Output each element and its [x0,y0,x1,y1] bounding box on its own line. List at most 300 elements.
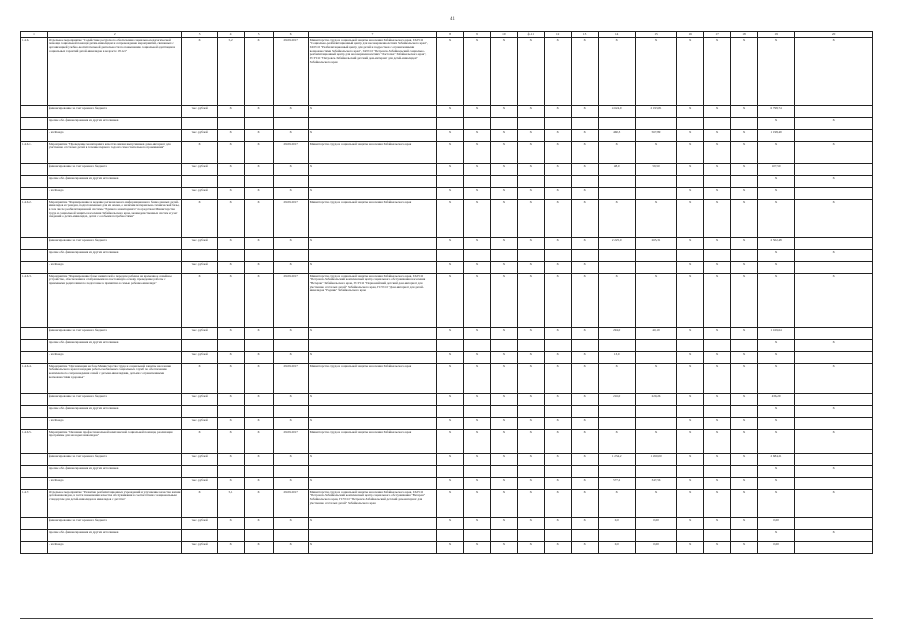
table-cell: Х [182,364,217,394]
table-cell: Х [677,394,704,406]
table-cell [182,530,217,542]
table-cell: Х [490,106,517,118]
table-cell [598,118,635,130]
table-row [21,466,873,478]
table-cell: Х [677,542,704,554]
program-table-sheet [20,31,873,554]
table-cell: Х [704,490,731,518]
table-cell [571,176,598,188]
table-cell: Х [677,188,704,200]
table-cell [731,530,758,542]
table-cell [598,250,635,262]
table-cell: Х [308,130,436,142]
table-cell: Х [677,418,704,430]
table-cell: Х [490,394,517,406]
table-cell [544,250,571,262]
table-row [21,406,873,418]
table-cell: Х [437,130,464,142]
table-cell [437,530,464,542]
table-cell: Х [571,142,598,164]
table-cell [571,340,598,352]
table-cell [795,394,873,406]
table-cell [490,118,517,130]
table-cell [517,340,544,352]
table-cell: 294,0 [598,328,635,340]
table-cell: Х [273,188,308,200]
table-cell [490,176,517,188]
column-number-cell: 7 [308,32,436,38]
table-cell: Х [437,394,464,406]
table-cell: Х [244,262,273,274]
table-cell: 220,26 [635,394,676,406]
table-cell [677,176,704,188]
table-cell: 2 193,81 [635,106,676,118]
table-cell [273,250,308,262]
table-cell [598,340,635,352]
table-cell: Х [244,142,273,164]
column-number-cell: ф.11 [517,32,544,38]
table-cell: 6 798,74 [757,106,794,118]
table-cell: Х [544,430,571,454]
table-cell: Х [217,454,244,466]
table-cell: Х [571,38,598,106]
table-cell [571,250,598,262]
table-cell [490,340,517,352]
table-cell: Х [704,38,731,106]
table-cell: Х [490,430,517,454]
table-cell: Х [757,142,794,164]
table-cell: Х [437,478,464,490]
table-cell: Х [437,200,464,238]
table-cell: Х [635,364,676,394]
table-cell: Х [635,274,676,328]
table-cell: 29.09.2017 [273,430,308,454]
table-cell [217,176,244,188]
table-cell: Х [182,430,217,454]
table-cell [731,406,758,418]
table-cell: Х [757,250,794,262]
table-cell: 48,0 [598,164,635,176]
row-name-cell: прочие обл. финансирования из других источников [47,250,182,262]
table-cell: 460,3 [598,130,635,142]
column-number-cell: 14 [598,32,635,38]
table-cell [571,466,598,478]
table-cell: Х [490,274,517,328]
table-row [21,328,873,340]
column-number-cell: 8 [437,32,464,38]
table-cell: Х [544,518,571,530]
table-cell: Х [731,454,758,466]
table-cell: 0,00 [757,542,794,554]
table-cell: Х [217,364,244,394]
table-cell [308,466,436,478]
table-cell: Х [571,478,598,490]
table-cell [731,176,758,188]
table-cell: 1 450,00 [635,454,676,466]
table-cell [795,478,873,490]
row-name-cell: - из Фонда [47,352,182,364]
row-name-cell: - из Фонда [47,542,182,554]
table-cell: Х [217,164,244,176]
table-cell [464,118,491,130]
table-cell: Х [598,38,635,106]
table-row [21,38,873,106]
table-cell: Х [731,130,758,142]
table-cell: Х [217,518,244,530]
table-cell [517,466,544,478]
table-cell: Х [795,142,873,164]
table-cell [244,176,273,188]
table-cell: Х [217,142,244,164]
column-number-cell: 10 [490,32,517,38]
row-name-cell: - из Фонда [47,418,182,430]
table-cell: Х [490,418,517,430]
table-cell: Х [795,340,873,352]
table-cell [635,352,676,364]
table-cell [244,530,273,542]
table-cell: Х [704,430,731,454]
column-number-cell: 13 [571,32,598,38]
table-cell: Х [677,454,704,466]
table-cell: Х [731,200,758,238]
row-name-cell: финансирование за счет краевого бюджета [47,328,182,340]
table-cell: Х [757,262,794,274]
table-row [21,430,873,454]
table-cell: Министерство труда и социальной защиты населения Забайкальского края [308,430,436,454]
table-cell [182,118,217,130]
table-cell: тыс. рублей [182,328,217,340]
table-cell [544,176,571,188]
table-cell: Х [677,352,704,364]
table-cell: Х [244,418,273,430]
table-cell: Х [273,164,308,176]
table-cell: Х [731,188,758,200]
row-name-cell: финансирование за счет краевого бюджета [47,518,182,530]
row-code-cell: 1.4.6. [21,38,48,106]
table-cell: Х [544,542,571,554]
table-cell: Х [517,394,544,406]
table-cell: Х [437,188,464,200]
table-cell: Х [571,490,598,518]
table-cell: Х [571,106,598,118]
table-cell [704,340,731,352]
table-cell: Х [795,176,873,188]
table-cell: Х [795,530,873,542]
table-cell [244,406,273,418]
table-cell: Х [464,454,491,466]
table-cell [731,250,758,262]
table-cell: Х [490,130,517,142]
table-cell [244,118,273,130]
table-cell: Х [795,274,873,328]
table-cell [731,466,758,478]
table-cell: Х [217,200,244,238]
table-cell: 265,31 [635,238,676,250]
table-cell: Х [571,542,598,554]
row-code-cell [21,406,48,418]
table-cell [635,250,676,262]
table-cell: Х [544,142,571,164]
row-name-cell: прочие обл. финансирования из других источников [47,466,182,478]
row-code-cell: 1.4.6.4. [21,364,48,394]
table-cell: Х [544,238,571,250]
table-cell: Х [544,38,571,106]
table-cell [544,466,571,478]
table-cell: 5,2 [217,38,244,106]
row-name-cell: финансирование за счет краевого бюджета [47,454,182,466]
table-cell: Х [244,238,273,250]
table-cell [635,418,676,430]
column-number-cell: 17 [704,32,731,38]
table-cell: Х [517,38,544,106]
table-cell: Х [544,130,571,142]
table-cell: Х [757,200,794,238]
table-cell [308,176,436,188]
table-cell: 29.09.2017 [273,274,308,328]
table-cell: 107,50 [757,164,794,176]
table-cell: Х [731,478,758,490]
table-row [21,142,873,164]
table-cell [517,176,544,188]
row-code-cell [21,518,48,530]
row-code-cell [21,106,48,118]
table-row [21,238,873,250]
row-code-cell [21,454,48,466]
table-cell: Х [464,274,491,328]
table-cell [598,466,635,478]
table-cell: 29.09.2017 [273,200,308,238]
table-cell: Х [490,490,517,518]
table-cell: Х [677,38,704,106]
table-row [21,274,873,328]
table-cell: Х [571,164,598,176]
table-cell: 0,0 [598,542,635,554]
table-cell [437,250,464,262]
table-row [21,518,873,530]
table-cell [795,518,873,530]
table-cell: Х [757,38,794,106]
table-cell: Х [464,106,491,118]
table-cell: Х [244,542,273,554]
table-cell: Х [308,418,436,430]
table-cell [544,340,571,352]
table-cell: Х [464,364,491,394]
table-cell: Х [517,542,544,554]
table-cell: Х [704,478,731,490]
table-cell: Х [217,238,244,250]
row-code-cell [21,164,48,176]
table-cell: Х [464,262,491,274]
table-cell: Х [464,490,491,518]
table-cell: Х [795,490,873,518]
table-cell: Х [217,542,244,554]
table-cell: Х [704,188,731,200]
table-cell: Х [795,200,873,238]
table-cell: Х [544,328,571,340]
table-cell: Х [598,430,635,454]
table-cell [464,466,491,478]
table-row [21,340,873,352]
row-code-cell [21,328,48,340]
table-cell: Х [464,328,491,340]
table-row [21,530,873,542]
table-cell: Х [704,394,731,406]
table-cell: Х [244,430,273,454]
table-cell: Х [273,542,308,554]
table-cell [677,530,704,542]
table-row [21,478,873,490]
table-cell: Х [544,418,571,430]
table-row [21,200,873,238]
table-cell: Х [517,352,544,364]
table-cell: Х [635,490,676,518]
table-cell [464,340,491,352]
table-cell: Х [273,418,308,430]
table-cell: Х [244,38,273,106]
table-cell: Х [704,364,731,394]
table-cell: Х [244,364,273,394]
table-cell: Х [490,38,517,106]
table-cell: Х [731,490,758,518]
row-code-cell [21,340,48,352]
table-cell [795,328,873,340]
row-name-cell: прочие обл. финансирования из других источников [47,340,182,352]
table-cell: тыс. рублей [182,394,217,406]
table-row [21,352,873,364]
table-cell [795,454,873,466]
table-cell: Х [517,238,544,250]
table-cell: Х [517,130,544,142]
column-number-cell: 19 [757,32,794,38]
table-cell: Х [464,188,491,200]
table-cell: Х [437,328,464,340]
table-cell: Х [490,328,517,340]
table-cell: Х [437,518,464,530]
table-cell: Х [244,394,273,406]
row-name-cell: Мероприятие "Оказание профессиональной комплексной социальной помощи, реализация программы для молодых инвалидов" [47,430,182,454]
column-number-cell: 18 [731,32,758,38]
table-cell: Х [544,364,571,394]
table-cell: Х [490,478,517,490]
row-name-cell: Отдельное мероприятие "Развитие реабилитационных учреждений и улучшение качества жизни детей-инвалидов, в части повышения качества обслуживания в соответствии с национальным стандартом для детей-инвалидов и инвалидов с детства" [47,490,182,518]
table-cell: Х [795,250,873,262]
column-number-cell: 15 [635,32,676,38]
table-cell [795,164,873,176]
table-cell [464,176,491,188]
table-cell: Х [757,490,794,518]
table-cell [795,418,873,430]
table-cell: Х [273,328,308,340]
table-cell: Х [704,164,731,176]
table-cell: Х [273,130,308,142]
table-cell [598,406,635,418]
table-cell [182,176,217,188]
table-cell: Х [677,478,704,490]
row-name-cell: прочие обл. финансирования из других источников [47,406,182,418]
row-code-cell [21,418,48,430]
table-cell: Х [308,164,436,176]
table-cell [677,250,704,262]
table-cell: 2 684,21 [757,454,794,466]
table-cell [598,176,635,188]
column-number-cell: 6 [273,32,308,38]
row-code-cell [21,238,48,250]
table-cell: Х [464,418,491,430]
table-cell: Х [464,518,491,530]
table-cell: Х [244,454,273,466]
row-code-cell: 1.4.6.3. [21,274,48,328]
table-cell: Х [731,38,758,106]
table-cell: Х [182,274,217,328]
table-cell: 1 234,2 [598,454,635,466]
table-cell: 0,00 [635,518,676,530]
table-cell: Х [571,274,598,328]
table-cell [704,466,731,478]
table-cell: Х [517,430,544,454]
table-cell: тыс. рублей [182,542,217,554]
table-cell: Х [517,188,544,200]
table-cell: Х [544,200,571,238]
table-row [21,454,873,466]
table-cell [598,188,635,200]
table-cell [437,466,464,478]
table-cell [308,250,436,262]
table-cell: Х [544,164,571,176]
table-cell [437,340,464,352]
table-cell [795,188,873,200]
table-cell [731,340,758,352]
table-cell: Х [704,200,731,238]
table-cell [677,406,704,418]
table-cell: Х [571,200,598,238]
table-cell [795,130,873,142]
table-cell: тыс. рублей [182,164,217,176]
table-cell: Х [437,238,464,250]
table-cell [635,118,676,130]
table-cell: 577,2 [598,478,635,490]
table-cell: Х [571,430,598,454]
table-cell: Х [757,340,794,352]
table-row [21,418,873,430]
table-cell [795,352,873,364]
row-code-cell [21,250,48,262]
row-code-cell: 1.4.7. [21,490,48,518]
table-cell: Х [437,262,464,274]
table-cell: 29.09.2017 [273,364,308,394]
table-cell: Х [517,518,544,530]
table-cell: Х [490,164,517,176]
table-cell: Х [795,430,873,454]
table-cell: Х [308,518,436,530]
table-cell: Х [437,364,464,394]
table-cell: Х [464,130,491,142]
table-cell: Х [731,542,758,554]
table-cell: Х [182,200,217,238]
table-cell: Х [217,188,244,200]
table-cell [217,530,244,542]
table-cell: Х [182,38,217,106]
table-cell: Х [731,430,758,454]
row-name-cell: Мероприятие "Формирование и ведение регионального информационного банка данных детей-инвалидов и граждан, подготовленных для их опеки, о наличии материально-технической базы, в том числе реабилитационной системы "Единого мониторинга" посредством Министерства труда и социальной защиты населения Забайкальского края, межведомственных систем и учет сведений о детях-инвалидах, детях с особыми потребностями" [47,200,182,238]
table-cell: Х [544,478,571,490]
table-cell: Х [571,262,598,274]
table-cell: Х [757,364,794,394]
table-cell: тыс. рублей [182,262,217,274]
table-cell: Х [244,352,273,364]
table-cell: Х [244,200,273,238]
table-row [21,542,873,554]
table-cell: Х [437,454,464,466]
